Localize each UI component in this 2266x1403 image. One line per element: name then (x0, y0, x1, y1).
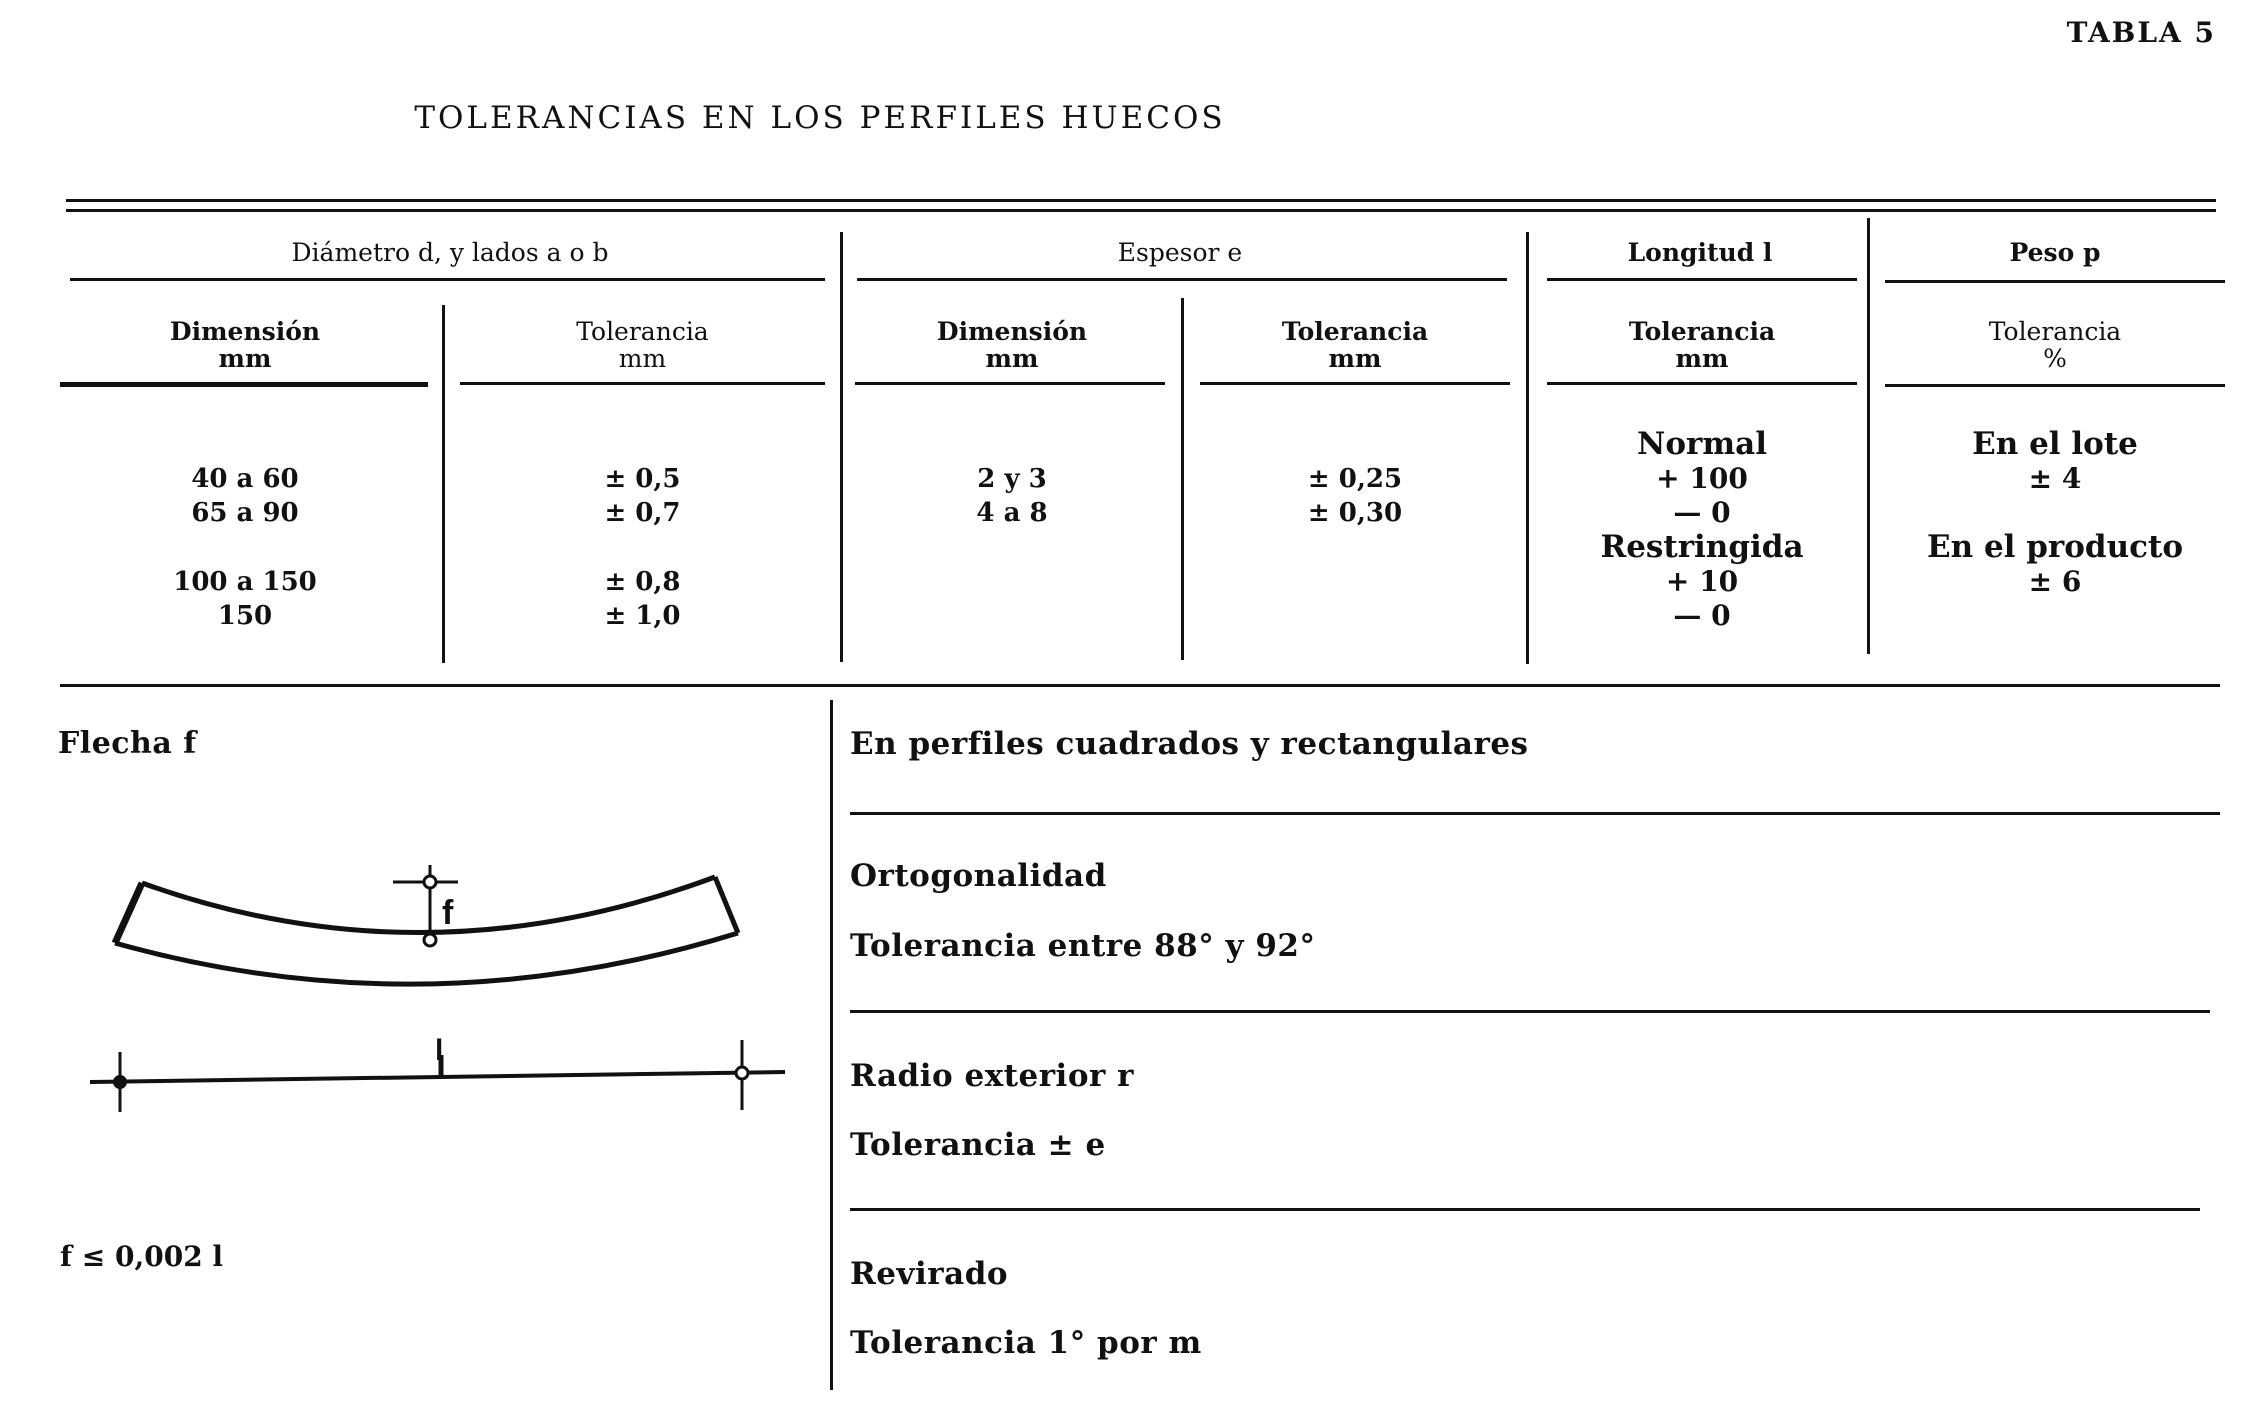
subheader-rule-4 (1200, 382, 1510, 385)
peso-producto-value: ± 6 (2028, 565, 2082, 598)
col-divider-3 (1181, 298, 1184, 660)
page-title: TOLERANCIAS EN LOS PERFILES HUECOS (414, 100, 1226, 136)
table-number: TABLA 5 (2066, 16, 2216, 49)
longitud-restringida-plus: + 10 (1665, 565, 1739, 598)
subheader-rule-2 (460, 382, 825, 385)
table-row (1200, 462, 1510, 496)
section-rule-2 (850, 1010, 2210, 1013)
longitud-restringida-label: Restringida (1600, 529, 1804, 565)
group-longitud-rule (1547, 278, 1857, 281)
section-rule-1 (850, 812, 2220, 815)
espesor-tol: ± 0,25 (1307, 464, 1403, 494)
group-espesor-header: Espesor e (1117, 238, 1243, 267)
longitud-normal-minus: — 0 (1673, 496, 1731, 529)
flecha-f-label: f (442, 894, 454, 932)
radio-tolerance: Tolerancia ± e (850, 1127, 1106, 1163)
group-diametro-header: Diámetro d, y lados a o b (291, 238, 609, 267)
flecha-label: Flecha f (58, 726, 197, 761)
table-row (857, 496, 1167, 530)
subheader-dimension-2: Dimensión mm (936, 317, 1088, 373)
table-row (70, 599, 420, 633)
subheader-dimension-1: Dimensión mm (169, 317, 321, 373)
group-peso-rule (1885, 280, 2225, 283)
subheader-tolerancia-longitud: Tolerancia mm (1628, 317, 1776, 373)
subheader-tolerancia-1: Tolerancia mm (576, 317, 709, 373)
ortogonalidad-heading: Ortogonalidad (850, 858, 1107, 894)
espesor-tol: ± 0,30 (1307, 498, 1403, 528)
table-row (1200, 496, 1510, 530)
subheader-rule-1 (60, 382, 428, 387)
subheader-rule-5 (1547, 382, 1857, 385)
flecha-diagram (80, 860, 800, 1130)
lower-divider (830, 700, 833, 1390)
longitud-normal-label: Normal (1636, 426, 1767, 462)
perfiles-heading: En perfiles cuadrados y rectangulares (850, 726, 1529, 762)
subheader-rule-6 (1885, 384, 2225, 387)
col-divider-1 (442, 305, 445, 663)
peso-producto-label: En el producto (1926, 529, 2184, 565)
peso-lote-value: ± 4 (2028, 462, 2082, 495)
table-row (70, 565, 420, 599)
table-row (70, 496, 420, 530)
subheader-tolerancia-2: Tolerancia mm (1281, 317, 1429, 373)
diametro-dim: 150 (217, 601, 273, 631)
subheader-tolerancia-peso: Tolerancia % (1988, 317, 2122, 373)
revirado-tolerance: Tolerancia 1° por m (850, 1325, 1202, 1361)
diametro-dim: 65 a 90 (191, 498, 299, 528)
table-row (857, 462, 1167, 496)
top-rule-2 (66, 209, 2216, 212)
subheader-rule-3 (855, 382, 1165, 385)
peso-lote-label: En el lote (1972, 426, 2138, 462)
diametro-dim: 40 a 60 (191, 464, 299, 494)
table-row (70, 462, 420, 496)
table-bottom-rule (60, 684, 2220, 687)
radio-heading: Radio exterior r (850, 1058, 1134, 1094)
group-espesor-rule (857, 278, 1507, 281)
flecha-formula: f ≤ 0,002 l (60, 1240, 224, 1273)
table-row (460, 565, 825, 599)
table-row (460, 599, 825, 633)
table-row (460, 462, 825, 496)
col-divider-2 (840, 232, 843, 662)
diametro-tol: ± 0,5 (604, 464, 681, 494)
diametro-tol: ± 0,8 (604, 567, 681, 597)
group-longitud-header: Longitud l (1627, 238, 1773, 267)
diametro-tol: ± 0,7 (604, 498, 681, 528)
longitud-normal-plus: + 100 (1656, 462, 1748, 495)
section-rule-3 (850, 1208, 2200, 1211)
revirado-heading: Revirado (850, 1256, 1009, 1292)
longitud-restringida-minus: — 0 (1673, 599, 1731, 632)
diametro-dim: 100 a 150 (173, 567, 317, 597)
col-divider-5 (1867, 218, 1870, 654)
col-divider-4 (1526, 232, 1529, 664)
flecha-l-label: l (435, 1034, 444, 1067)
diametro-tol: ± 1,0 (604, 601, 681, 631)
table-row (460, 496, 825, 530)
ortogonalidad-tolerance: Tolerancia entre 88° y 92° (850, 928, 1316, 964)
top-rule-1 (66, 199, 2216, 202)
espesor-dim: 4 a 8 (976, 498, 1048, 528)
espesor-dim: 2 y 3 (977, 464, 1047, 494)
group-peso-header: Peso p (2009, 238, 2101, 267)
group-diametro-rule (70, 278, 825, 281)
